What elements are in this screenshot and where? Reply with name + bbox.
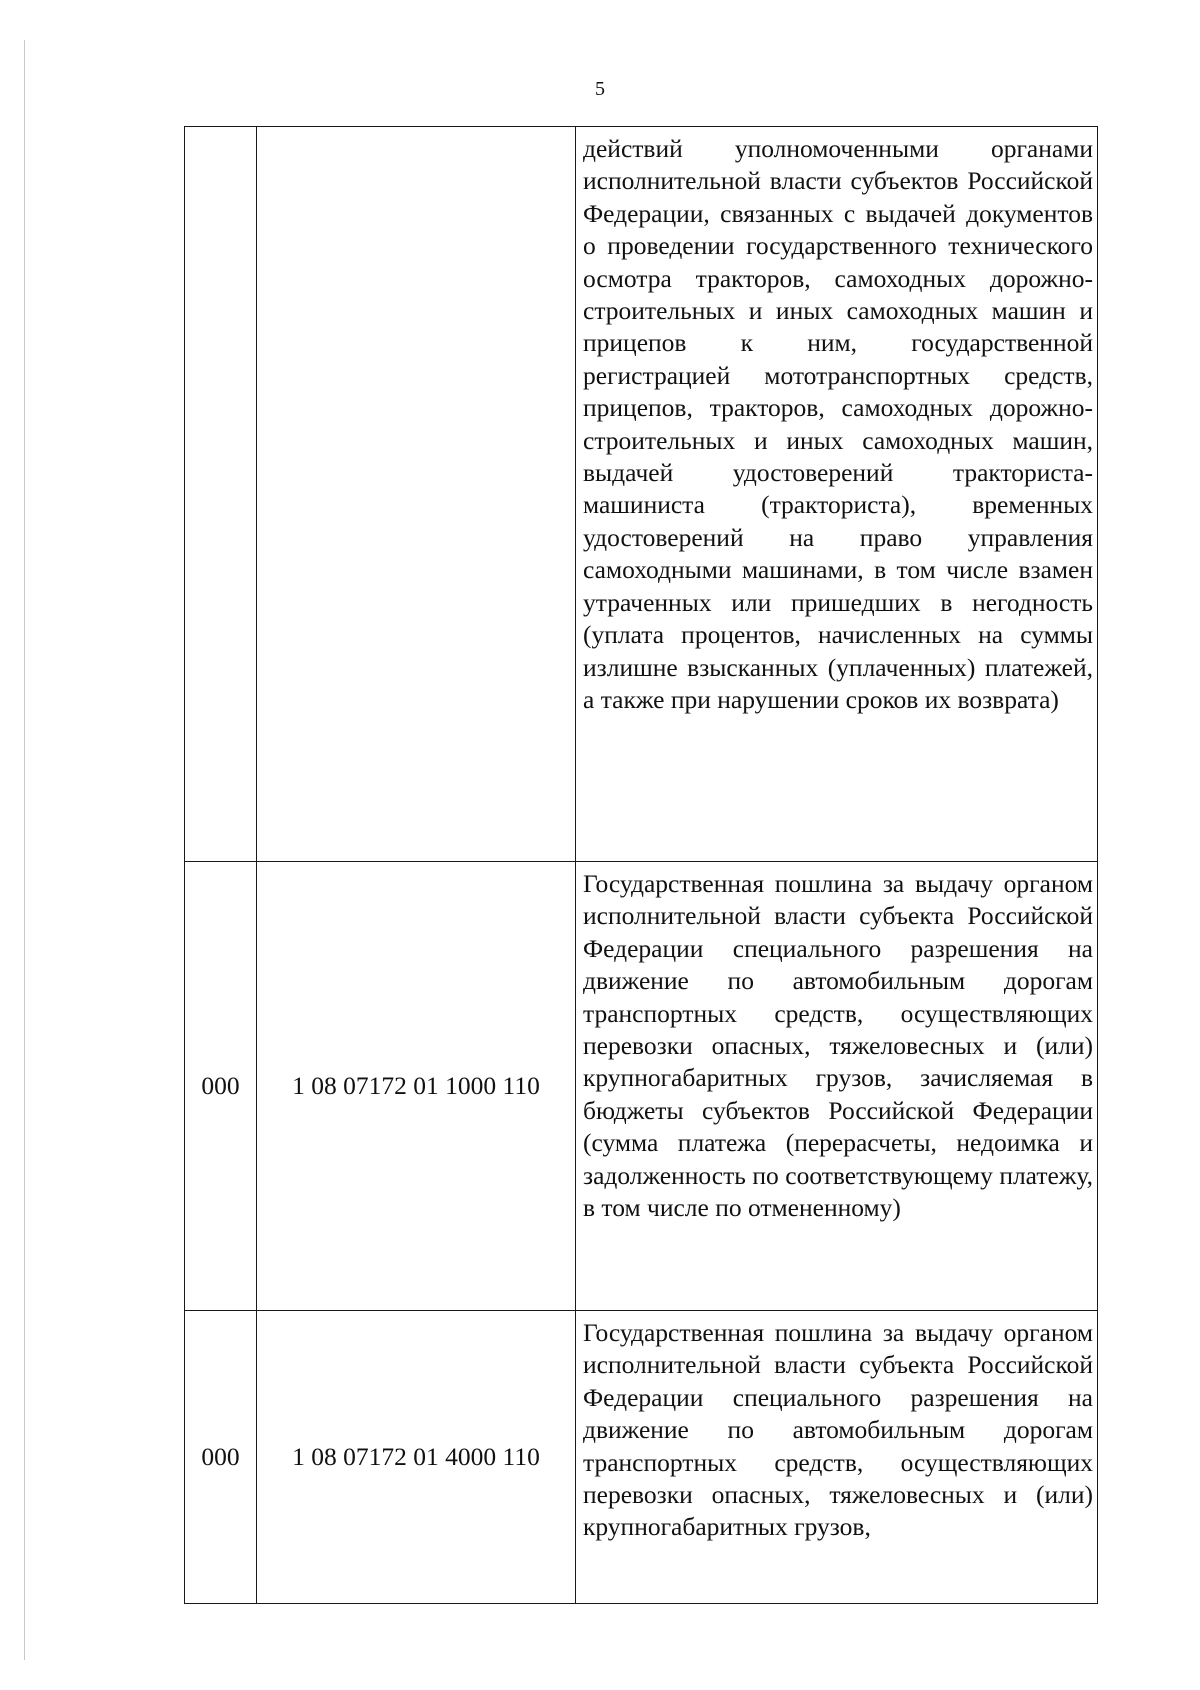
admin-code-cell — [185, 127, 257, 862]
kbk-code-cell: 1 08 07172 01 4000 110 — [257, 1311, 576, 1604]
kbk-code-cell — [257, 127, 576, 862]
description-cell: Государственная пошлина за выдачу органом исполнительной власти субъекта Российской Федерации специального разрешения на движение по автомобильным дорогам транспортных средств, осуществляющих перевозки опасных, тяжеловесных и (или) крупногабаритных грузов, — [576, 1311, 1098, 1604]
kbk-code-cell: 1 08 07172 01 1000 110 — [257, 862, 576, 1311]
admin-code-cell: 000 — [185, 862, 257, 1311]
table-row — [185, 862, 1098, 1311]
admin-code-cell: 000 — [185, 1311, 257, 1604]
description-cell: действий уполномоченными органами исполнительной власти субъектов Российской Федерации, связанных с выдачей документов о проведении государственного технического осмотра тракторов, самоходных дорожно-строительных и иных самоходных машин и прицепов к ним, государственной регистрацией мототранспортных средств, прицепов, тракторов, самоходных дорожно-строительных и иных самоходных машин, выдачей удостоверений тракториста-машиниста (тракториста), временных удостоверений на право управления самоходными машинами, в том числе взамен утраченных или пришедших в негодность (уплата процентов, начисленных на суммы излишне взысканных (уплаченных) платежей, а также при нарушении сроков их возврата) — [576, 127, 1098, 862]
table-row — [185, 1311, 1098, 1604]
scan-margin-line — [24, 40, 25, 1660]
budget-codes-table — [184, 126, 1098, 1604]
table-row — [185, 127, 1098, 862]
description-cell: Государственная пошлина за выдачу органом исполнительной власти субъекта Российской Федерации специального разрешения на движение по автомобильным дорогам транспортных средств, осуществляющих перевозки опасных, тяжеловесных и (или) крупногабаритных грузов, зачисляемая в бюджеты субъектов Российской Федерации (сумма платежа (перерасчеты, недоимка и задолженность по соответствующему платежу, в том числе по отмененному) — [576, 862, 1098, 1311]
page-number: 5 — [595, 78, 605, 100]
